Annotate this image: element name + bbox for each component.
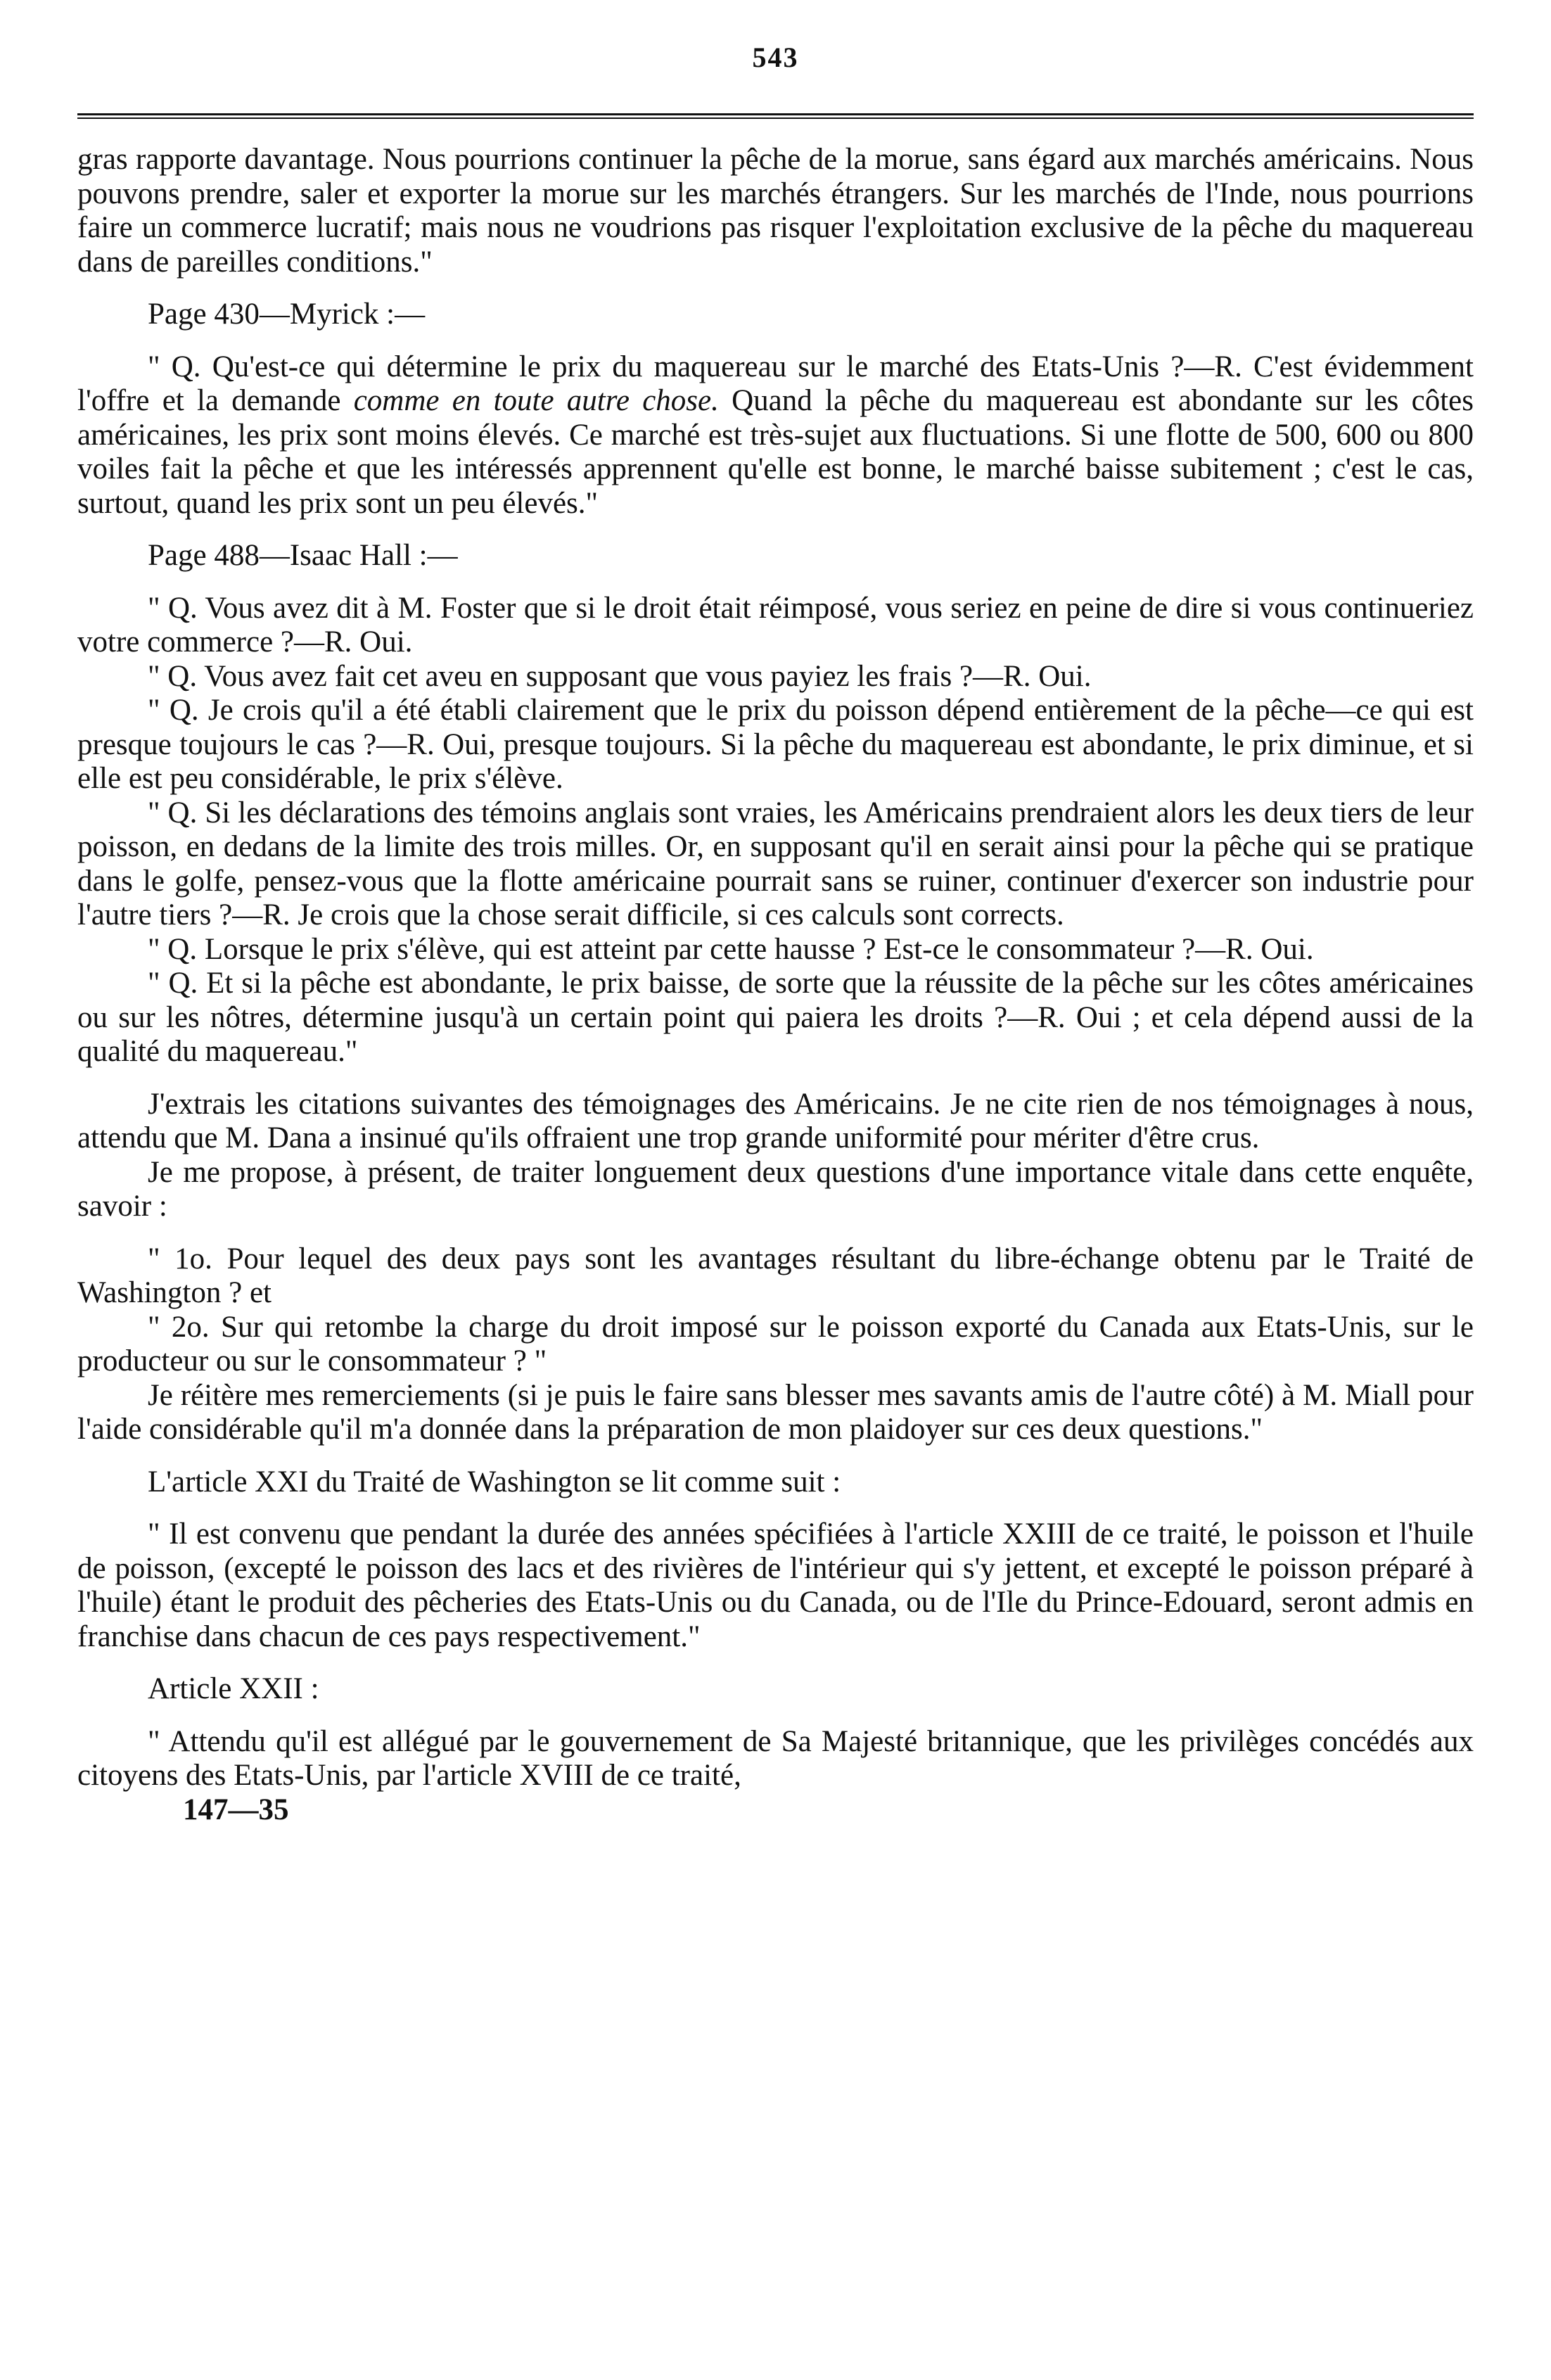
- testimony-text-end: Quand la pêche du maquereau est abondante sur les côtes américaines, les prix sont moins élevés. Ce marché est très-sujet aux fluctuations. Si une flotte de 500, 600 ou 800 voiles fait la pêche et que les intéressés apprennent qu'elle est bonne, le marché baisse subitement ; c'est le cas, surtout, quand les prix sont un peu élevés.": [77, 384, 1474, 520]
- question-6: " Q. Et si la pêche est abondante, le prix baisse, de sorte que la réussite de la pêche sur les côtes américaines ou sur les nôtres, détermine jusqu'à un certain point qui paiera les droits ?—R. Oui ; et cela dépend aussi de la qualité du maquereau.": [77, 967, 1474, 1068]
- paragraph-continuation: gras rapporte davantage. Nous pourrions continuer la pêche de la morue, sans égard aux marchés américains. Nous pouvons prendre, saler et exporter la morue sur les marchés étrangers. Sur les marchés de l'Inde, nous pourrions faire un commerce lucratif; mais nous ne voudrions pas risquer l'exploitation exclusive de la pêche du maquereau dans de pareilles conditions.": [77, 143, 1474, 279]
- paragraph-proposal: Je me propose, à présent, de traiter longuement deux questions d'une importance vitale dans cette enquête, savoir :: [77, 1155, 1474, 1223]
- question-5: " Q. Lorsque le prix s'élève, qui est atteint par cette hausse ? Est-ce le consommateur ?—R. Oui.: [148, 932, 1314, 966]
- paragraph-citations: J'extrais les citations suivantes des témoignages des Américains. Je ne cite rien de nos témoignages à nous, attendu que M. Dana a insinué qu'ils offraient une trop grande uniformité pour mériter d'être crus.: [77, 1087, 1474, 1154]
- testimony-text: " Q. Qu'est-ce qui détermine le prix du maquereau sur le marché des Etats-Unis ?—R. C'est évidemment l'offre et la demande: [77, 350, 1474, 417]
- page-number: 543: [752, 42, 799, 73]
- paragraph-article-22-text: " Attendu qu'il est allégué par le gouvernement de Sa Majesté britannique, que les privilèges concédés aux citoyens des Etats-Unis, par l'article XVIII de ce traité,: [77, 1724, 1474, 1792]
- document-page: [77, 28, 1474, 1827]
- header-rule: [77, 113, 1474, 119]
- question-1: " Q. Vous avez dit à M. Foster que si le droit était réimposé, vous seriez en peine de dire si vous continueriez votre commerce ?—R. Oui.: [77, 591, 1474, 658]
- heading-myrick: Page 430—Myrick :—: [148, 298, 426, 331]
- heading-article-22: Article XXII :: [148, 1672, 319, 1705]
- question-2: " Q. Vous avez fait cet aveu en supposant que vous payiez les frais ?—R. Oui.: [148, 659, 1092, 693]
- paragraph-article-21-intro: L'article XXI du Traité de Washington se lit comme suit :: [148, 1465, 841, 1498]
- paragraph-thanks: Je réitère mes remerciements (si je puis le faire sans blesser mes savants amis de l'autre côté) à M. Miall pour l'aide considérable qu'il m'a donnée dans la préparation de mon plaidoyer sur ces deux questions.": [77, 1378, 1474, 1446]
- heading-isaac-hall: Page 488—Isaac Hall :—: [148, 539, 458, 572]
- question-4: " Q. Si les déclarations des témoins anglais sont vraies, les Américains prendraient alors les deux tiers de leur poisson, en dedans de la limite des trois milles. Or, en supposant qu'il en serait ainsi pour la pêche qui se pratique dans le golfe, pensez-vous que la flotte américaine pourrait sans se ruiner, continuer d'exercer son industrie pour l'autre tiers ?—R. Je crois que la chose serait difficile, si ces calculs sont corrects.: [77, 796, 1474, 931]
- question-3: " Q. Je crois qu'il a été établi clairement que le prix du poisson dépend entièrement de la pêche—ce qui est presque toujours le cas ?—R. Oui, presque toujours. Si la pêche du maquereau est abondante, le prix diminue, et si elle est peu considérable, le prix s'élève.: [77, 694, 1474, 795]
- paragraph-question-two: " 2o. Sur qui retombe la charge du droit imposé sur le poisson exporté du Canada aux Etats-Unis, sur le producteur ou sur le consommateur ? ": [77, 1310, 1474, 1377]
- signature-mark: 147—35: [183, 1793, 289, 1826]
- testimony-italic: comme en toute autre chose.: [353, 384, 719, 417]
- paragraph-article-21-text: " Il est convenu que pendant la durée des années spécifiées à l'article XXIII de ce traité, le poisson et l'huile de poisson, (excepté le poisson des lacs et des rivières de l'intérieur qui s'y jettent, et excepté le poisson préparé à l'huile) étant le produit des pêcheries des Etats-Unis ou du Canada, ou de l'Ile du Prince-Edouard, seront admis en franchise dans chacun de ces pays respectivement.": [77, 1517, 1474, 1653]
- paragraph-question-one: " 1o. Pour lequel des deux pays sont les avantages résultant du libre-échange obtenu par le Traité de Washington ? et: [77, 1242, 1474, 1309]
- paragraph-myrick-testimony: [77, 350, 1474, 521]
